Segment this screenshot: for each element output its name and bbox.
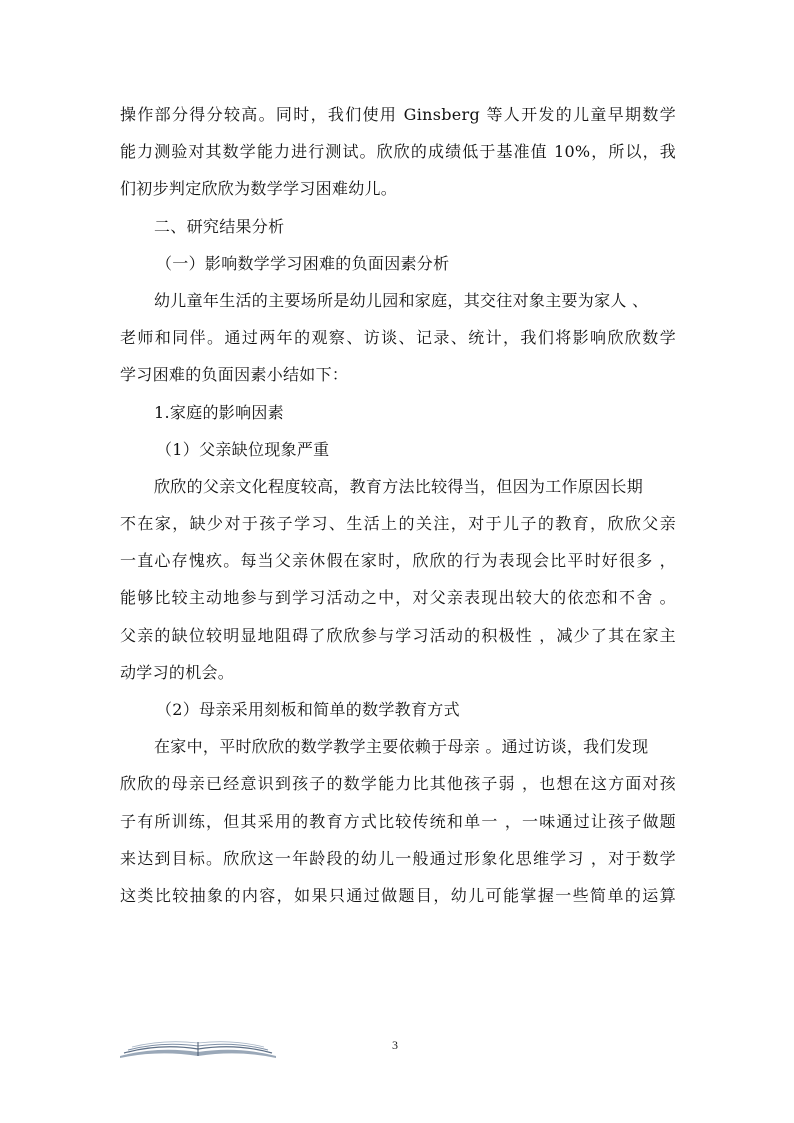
- text-line: 子有所训练，但其采用的教育方式比较传统和单一 ，一味通过让孩子做题: [120, 811, 676, 831]
- open-book-icon: [118, 1038, 278, 1064]
- subsection-heading: （1）父亲缺位现象严重: [156, 439, 330, 459]
- text-line: 不在家，缺少对于孩子学习、生活上的关注，对于儿子的教育，欣欣父亲: [120, 514, 676, 534]
- text-line: 老师和同伴。通过两年的观察、访谈、记录、统计，我们将影响欣欣数学: [120, 328, 676, 348]
- body-text: [120, 96, 676, 914]
- section-heading: 二、研究结果分析: [154, 216, 285, 236]
- page-footer: [0, 1030, 794, 1070]
- subsection-heading: 1.家庭的影响因素: [154, 402, 284, 422]
- subsection-heading: （2）母亲采用刻板和简单的数学教育方式: [156, 700, 460, 719]
- text-line: 一直心存愧疚。每当父亲休假在家时，欣欣的行为表现会比平时好很多 ，: [120, 551, 676, 571]
- text-line: 在家中，平时欣欣的数学教学主要依赖于母亲 。通过访谈，我们发现: [154, 737, 649, 757]
- text-line: 幼儿童年生活的主要场所是幼儿园和家庭，其交往对象主要为家人 、: [154, 290, 649, 310]
- subsection-heading: （一）影响数学学习困难的负面因素分析: [156, 253, 450, 273]
- text-line: 父亲的缺位较明显地阻碍了欣欣参与学习活动的积极性 ，减少了其在家主: [120, 625, 676, 645]
- text-line: 操作部分得分较高。同时，我们使用 Ginsberg 等人开发的儿童早期数学: [120, 105, 676, 124]
- text-line: 能够比较主动地参与到学习活动之中，对父亲表现出较大的依恋和不舍 。: [120, 588, 676, 608]
- text-line: 能力测验对其数学能力进行测试。欣欣的成绩低于基准值 10%，所以，我: [120, 142, 676, 162]
- text-line: 们初步判定欣欣为数学学习困难幼儿。: [120, 179, 398, 199]
- text-line: 欣欣的母亲已经意识到孩子的数学能力比其他孩子弱 ，也想在这方面对孩: [120, 774, 676, 794]
- text-line: 来达到目标。欣欣这一年龄段的幼儿一般通过形象化思维学习 ，对于数学: [120, 848, 676, 868]
- text-line: 学习困难的负面因素小结如下：: [120, 365, 349, 385]
- text-line: 欣欣的父亲文化程度较高，教育方法比较得当，但因为工作原因长期: [154, 476, 644, 496]
- text-line: 这类比较抽象的内容，如果只通过做题目，幼儿可能掌握一些简单的运算: [120, 885, 676, 905]
- page-number: 3: [392, 1038, 398, 1052]
- text-line: 动学习的机会。: [120, 662, 235, 682]
